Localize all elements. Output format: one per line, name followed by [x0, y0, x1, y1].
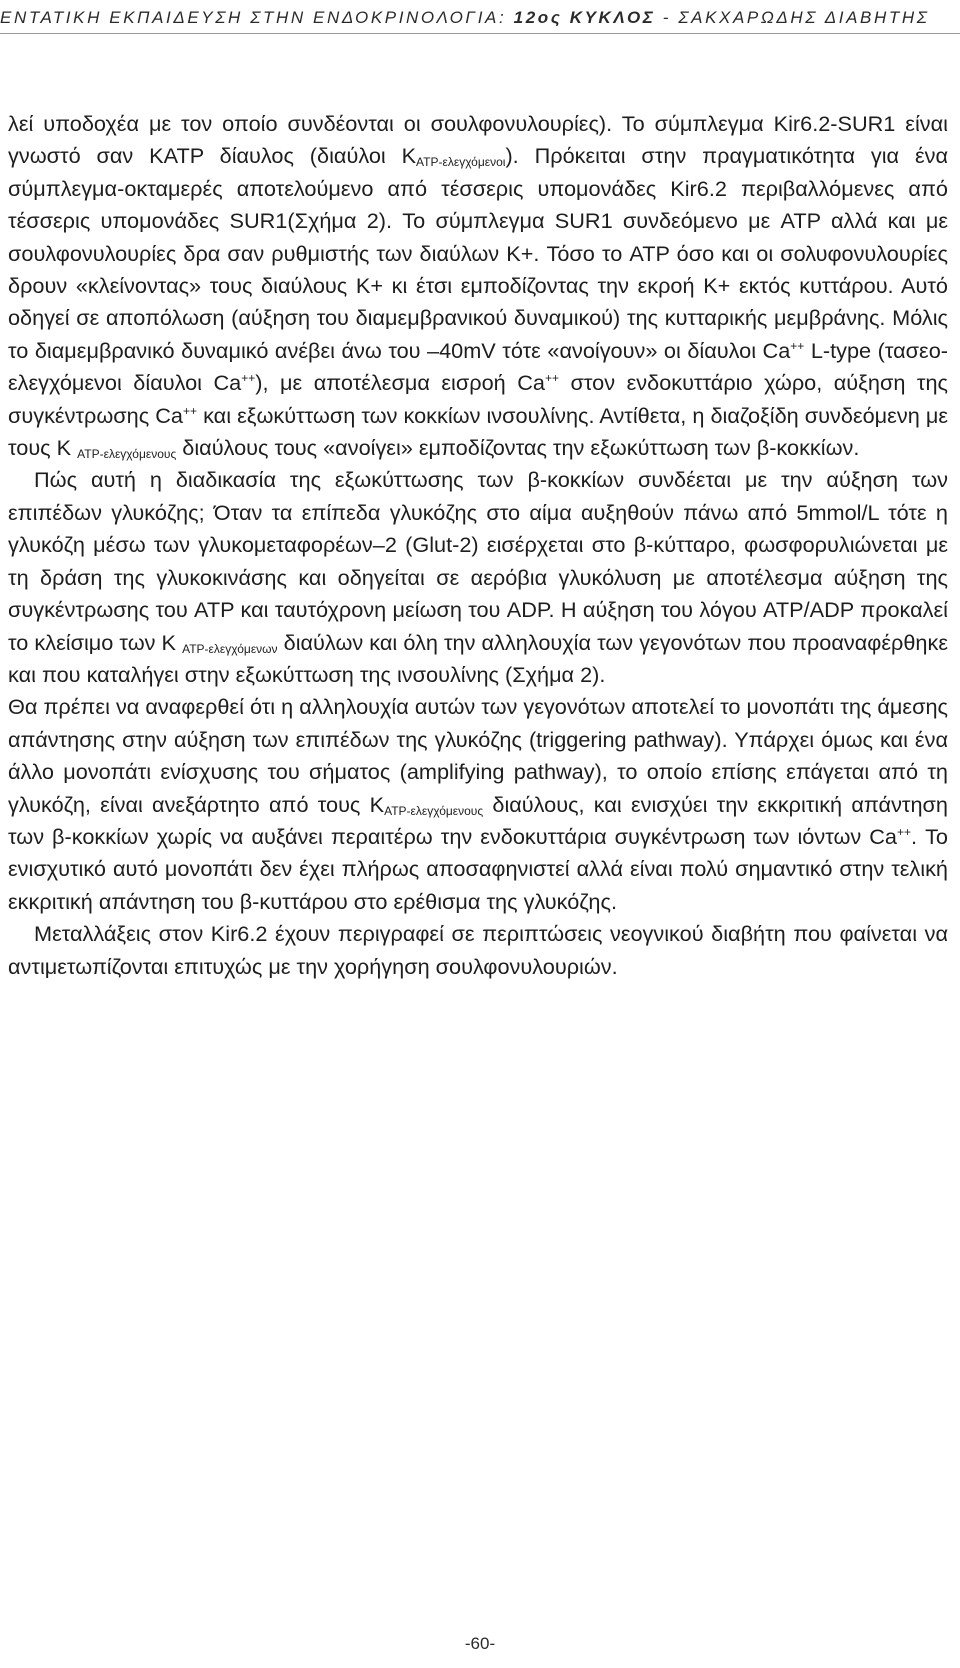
text-run: διαύλους, και ενισχύει την εκκριτική απάντηση των β-κοκκίων χωρίς να αυξάνει περαιτέρω την ενδοκυττάρια συγκέντρωση των ιόντων Ca: [8, 791, 948, 849]
header-issue: 12ος ΚΥΚΛΟΣ: [513, 8, 656, 27]
superscript: ++: [790, 338, 805, 353]
subscript: ATP-ελεγχόμενους: [77, 447, 177, 462]
text-run: ), με αποτέλεσμα εισροή Ca: [255, 370, 545, 396]
text-run: Μεταλλάξεις στον Kir6.2 έχουν περιγραφεί σε περιπτώσεις νεογνικού διαβήτη που φαίνεται να αντιμετωπίζονται επιτυχώς με την χορήγηση σουλφονυλουριών.: [8, 921, 948, 979]
superscript: ++: [182, 403, 197, 418]
superscript: ++: [241, 371, 256, 386]
paragraph-glucose-link: [8, 464, 948, 691]
text-run: διαύλους τους «ανοίγει» εμποδίζοντας την εξωκύττωση των β-κοκκίων.: [176, 435, 860, 461]
text-run: Πώς αυτή η διαδικασία της εξωκύττωσης των β-κοκκίων συνδέεται με την αύξηση των επιπέδων γλυκόζης; Όταν τα επίπεδα γλυκόζης στο αίμα αυξηθούν πάνω από 5mmol/L τότε η γλυκόζη μέσω των γλυκομεταφορέων–2 (Glut-2) εισέρχεται στο β-κύτταρο, φωσφορυλιώνεται με τη δράση της γλυκοκινάσης και οδηγείται σε αερόβια γλυκόλυση με αποτέλεσμα αύξηση της συγκέντρωσης του ATP και ταυτόχρονη μείωση του ADP. Η αύξηση του λόγου ATP/ADP προκαλεί το κλείσιμο των K: [8, 467, 948, 655]
text-run: Θα πρέπει να αναφερθεί ότι η αλληλουχία αυτών των γεγονότων αποτελεί το μονοπάτι της άμεσης απάντησης στην αύξηση των επιπέδων της γλυκόζης (triggering pathway). Υπάρχει όμως και ένα άλλο μονοπάτι ενίσχυσης του σήματος (amplifying pathway), το οποίο επίσης επάγεται από τη γλυκόζη, είναι ανεξάρτητο από τους K: [8, 694, 948, 817]
page-number: -60-: [464, 1634, 496, 1653]
header-title-prefix: ΕΝΤΑΤΙΚΗ ΕΚΠΑΙΔΕΥΣΗ ΣΤΗΝ ΕΝΔΟΚΡΙΝΟΛΟΓΙΑ:: [0, 8, 507, 27]
paragraph-mutations: [8, 918, 948, 983]
superscript: ++: [897, 824, 912, 839]
paragraph-katp-channel: [8, 108, 948, 464]
text-run: και εξωκύττωση των κοκκίων ινσουλίνης. Αντίθετα, η διαζοξίδη συνδεόμενη με τους K: [8, 402, 948, 461]
text-run: διαύλων και όλη την αλληλουχία των γεγονότων που προαναφέρθηκε και που καταλήγει στην εξωκύττωση της ινσουλίνης (Σχήμα 2).: [8, 629, 948, 687]
paragraph-pathways: [8, 691, 948, 918]
superscript: ++: [544, 371, 559, 386]
text-run: L-type (τασεο-ελεγχόμενοι δίαυλοι Ca: [8, 337, 948, 396]
header-title-suffix: - ΣΑΚΧΑΡΩΔΗΣ ΔΙΑΒΗΤΗΣ: [662, 8, 930, 27]
article-body: [8, 108, 948, 983]
subscript: ATP-ελεγχόμενων: [182, 641, 278, 656]
text-run: ). Πρόκειται στην πραγματικότητα για ένα σύμπλεγμα-οκταμερές αποτελούμενο από τέσσερις υπομονάδες Kir6.2 περιβαλλόμενες από τέσσερις υπομονάδες SUR1(Σχήμα 2). Το σύμπλεγμα SUR1 συνδεόμενο με ATP αλλά και με σουλφονυλουρίες δρα σαν ρυθμιστής των διαύλων K+. Τόσο το ATP όσο και οι σολυφονυλουρίες δρουν «κλείνοντας» τους διαύλους K+ κι έτσι εμποδίζοντας την εκροή K+ εκτός κυττάρου. Αυτό οδηγεί σε αποπόλωση (αύξηση του διαμεμβρανικού δυναμικού) της κυτταρικής μεμβράνης. Μόλις το διαμεμβρανικό δυναμικό ανέβει άνω του –40mV τότε «ανοίγουν» οι δίαυλοι Ca: [8, 143, 948, 363]
text-run: λεί υποδοχέα με τον οποίο συνδέονται οι σουλφονυλουρίες). Το σύμπλεγμα Kir6.2-SUR1 είναι γνωστό σαν KATP δίαυλος (διαύλοι K: [8, 111, 948, 169]
header-divider: [0, 33, 960, 34]
subscript: ATP-ελεγχόμενοι: [416, 155, 506, 170]
subscript: ATP-ελεγχόμενους: [384, 803, 484, 818]
running-header: [0, 8, 960, 28]
text-run: στον ενδοκυττάριο χώρο, αύξηση της συγκέντρωσης Ca: [8, 370, 949, 428]
text-run: . Το ενισχυτικό αυτό μονοπάτι δεν έχει πλήρως αποσαφηνιστεί αλλά είναι πολύ σημαντικό στην τελική εκκριτική απάντηση του β-κυττάρου στο ερέθισμα της γλυκόζης.: [8, 823, 948, 914]
